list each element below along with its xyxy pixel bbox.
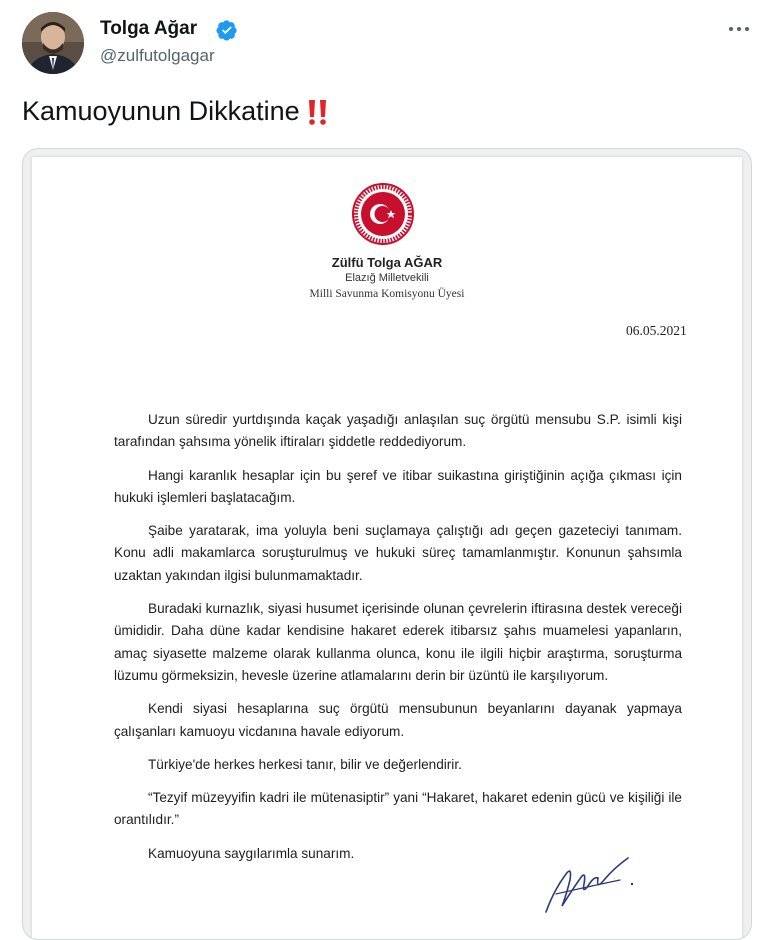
signature-icon bbox=[532, 850, 642, 920]
tweet-text bbox=[22, 96, 333, 127]
tweet-text-content: Kamuoyunun Dikkatine bbox=[22, 96, 300, 126]
letter-paragraph: Kendi siyasi hesaplarına suç örgütü mensubunun beyanlarını dayanak yapmaya çalışanları kamuoyu vicdanına havale ediyorum. bbox=[114, 701, 682, 739]
letter-paragraph: Kamuoyuna saygılarımla sunarım. bbox=[148, 845, 355, 861]
double-exclamation-icon bbox=[303, 97, 333, 127]
letter-paragraph: Türkiye'de herkes herkesi tanır, bilir ve değerlendirir. bbox=[148, 756, 462, 772]
letter-document bbox=[32, 157, 742, 940]
letter-sender-title: Elazığ Milletvekili bbox=[345, 272, 429, 284]
letter-sender-name: Zülfü Tolga AĞAR bbox=[331, 255, 443, 270]
letter-paragraph: “Tezyif müzeyyifin kadri ile mütenasiptir” yani “Hakaret, hakaret edenin gücü ve kişiliği ile orantılıdır.” bbox=[114, 790, 682, 828]
letter-date: 06.05.2021 bbox=[626, 323, 687, 338]
tbmm-emblem-icon bbox=[351, 182, 415, 246]
author-handle[interactable]: @zulfutolgagar bbox=[100, 46, 215, 65]
letter-paragraph: Buradaki kurnazlık, siyasi husumet içerisinde olunan çevrelerin iftirasına destek vereceği ümididir. Daha düne kadar kendisine hakaret ederek itibarsız şahıs muamelesi yapanların, amaç siyasette malzeme olarak kullanma olunca, konu ile ilgili hiçbir araştırma, soruşturma lüzumu görmeksizin, hevesle üzerine atlamalarını derin bir üzüntü ile karşılıyorum. bbox=[114, 601, 682, 683]
more-icon[interactable] bbox=[726, 16, 752, 42]
tweet-header bbox=[0, 0, 770, 90]
letter-body bbox=[114, 409, 682, 876]
verified-badge-icon bbox=[216, 19, 238, 41]
author-name[interactable]: Tolga Ağar bbox=[100, 18, 198, 39]
avatar[interactable] bbox=[22, 12, 84, 74]
tweet-media-image[interactable] bbox=[22, 148, 752, 940]
letter-paragraph: Şaibe yaratarak, ima yoluyla beni suçlamaya çalıştığı adı geçen gazeteciyi tanımam. Konu adli makamlarca soruşturulmuş ve hukuki süreç tamamlanmıştır. Konunun şahsımla uzaktan yakından ilgisi bulunmamaktadır. bbox=[114, 523, 682, 583]
letter-paragraph: Uzun süredir yurtdışında kaçak yaşadığı anlaşılan suç örgütü mensubu S.P. isimli kişi tarafından şahsıma yönelik iftiraları şiddetle reddediyorum. bbox=[114, 412, 682, 450]
letter-paragraph: Hangi karanlık hesaplar için bu şeref ve itibar suikastına giriştiğinin açığa çıkması için hukuki işlemleri başlatacağım. bbox=[114, 467, 682, 505]
letter-sender-committee: Milli Savunma Komisyonu Üyesi bbox=[309, 288, 465, 300]
